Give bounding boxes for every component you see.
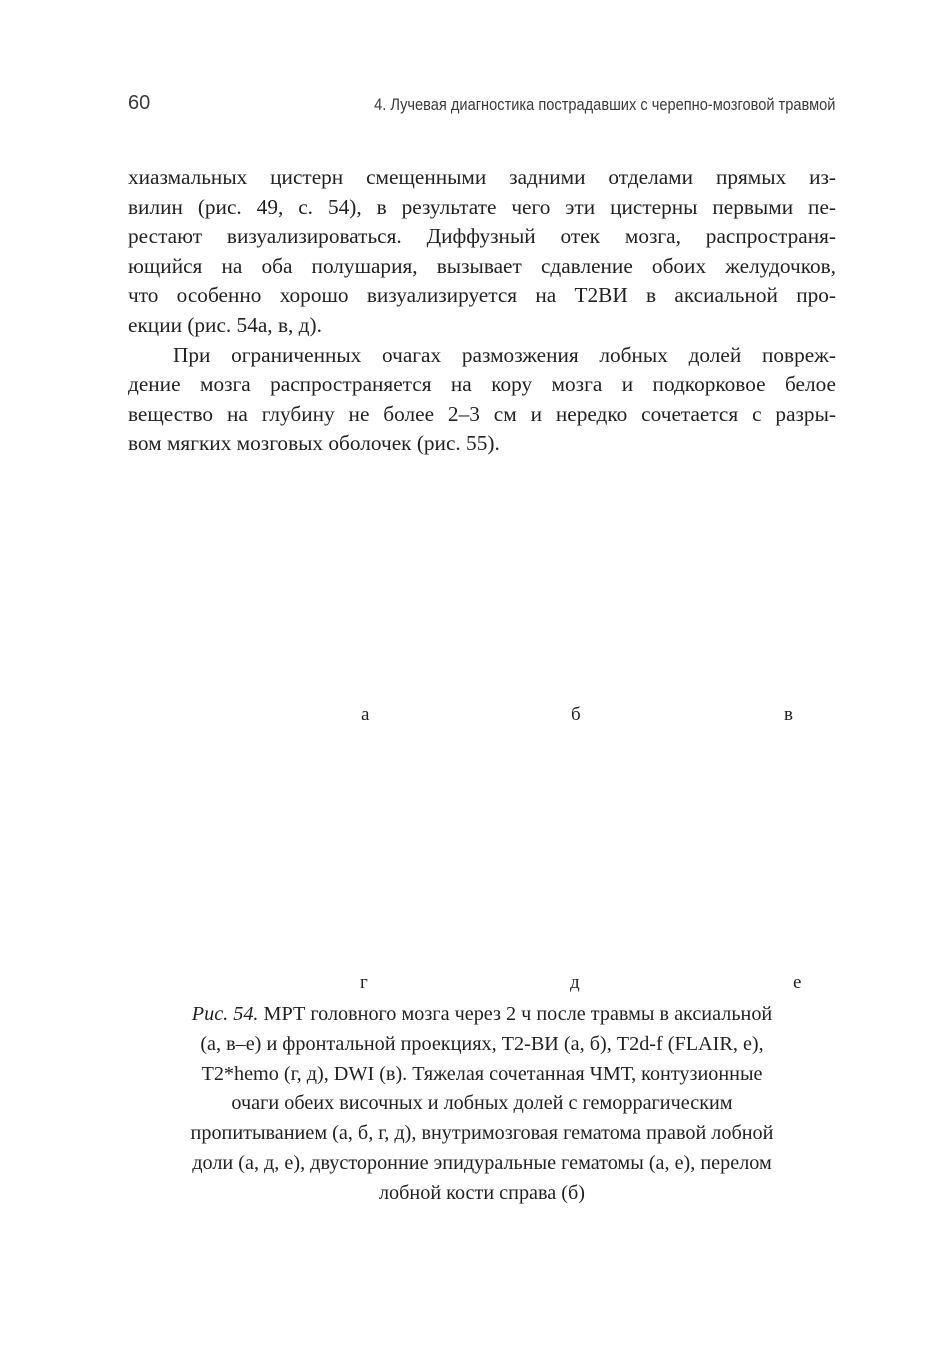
- caption-line: (а, в–е) и фронтальной проекциях, Т2-ВИ (а, б), T2d-f (FLAIR, е),: [200, 1032, 764, 1055]
- running-header: 4. Лучевая диагностика пострадавших с черепно-мозговой травмой: [373, 95, 835, 114]
- caption-line: T2*hemo (г, д), DWI (в). Тяжелая сочетанная ЧМТ, контузионные: [201, 1062, 763, 1085]
- body-line: дение мозга распространяется на кору мозга и подкорковое белое: [128, 372, 836, 397]
- body-line: екции (рис. 54а, в, д).: [128, 312, 322, 337]
- caption-line: доли (а, д, е), двусторонние эпидуральные гематомы (а, е), перелом: [192, 1151, 772, 1174]
- caption-line: пропитыванием (а, б, г, д), внутримозговая гематома правой лобной: [190, 1122, 774, 1145]
- panel-label-g: г: [360, 972, 368, 993]
- panel-label-a: а: [361, 704, 370, 725]
- body-line: вом мягких мозговых оболочек (рис. 55).: [128, 431, 500, 456]
- body-line: При ограниченных очагах размозжения лобных долей повреж-: [173, 342, 836, 367]
- body-line: ющийся на оба полушария, вызывает сдавление обоих желудочков,: [128, 253, 836, 278]
- body-line: что особенно хорошо визуализируется на Т2ВИ в аксиальной про-: [128, 283, 836, 308]
- panel-label-e: е: [793, 972, 802, 993]
- body-line: вещество на глубину не более 2–3 см и нередко сочетается с разры-: [128, 401, 836, 426]
- body-line: рестают визуализироваться. Диффузный отек мозга, распространя-: [128, 224, 836, 249]
- panel-label-d: д: [570, 972, 580, 993]
- caption-line: лобной кости справа (б): [378, 1181, 585, 1204]
- body-line: вилин (рис. 49, с. 54), в результате чего эти цистерны первыми пе-: [128, 194, 836, 219]
- panel-label-b: б: [571, 704, 581, 725]
- caption-line: очаги обеих височных и лобных долей с геморрагическим: [231, 1092, 733, 1115]
- figure-label: Рис. 54.: [191, 1003, 259, 1025]
- body-line: хиазмальных цистерн смещенными задними отделами прямых из-: [128, 165, 836, 189]
- page-number: 60: [128, 92, 151, 114]
- caption-line: МРТ головного мозга через 2 ч после травмы в аксиальной: [258, 1003, 773, 1025]
- figure-caption: [128, 1000, 836, 1209]
- body-text: [128, 163, 836, 459]
- panel-label-v: в: [784, 704, 793, 725]
